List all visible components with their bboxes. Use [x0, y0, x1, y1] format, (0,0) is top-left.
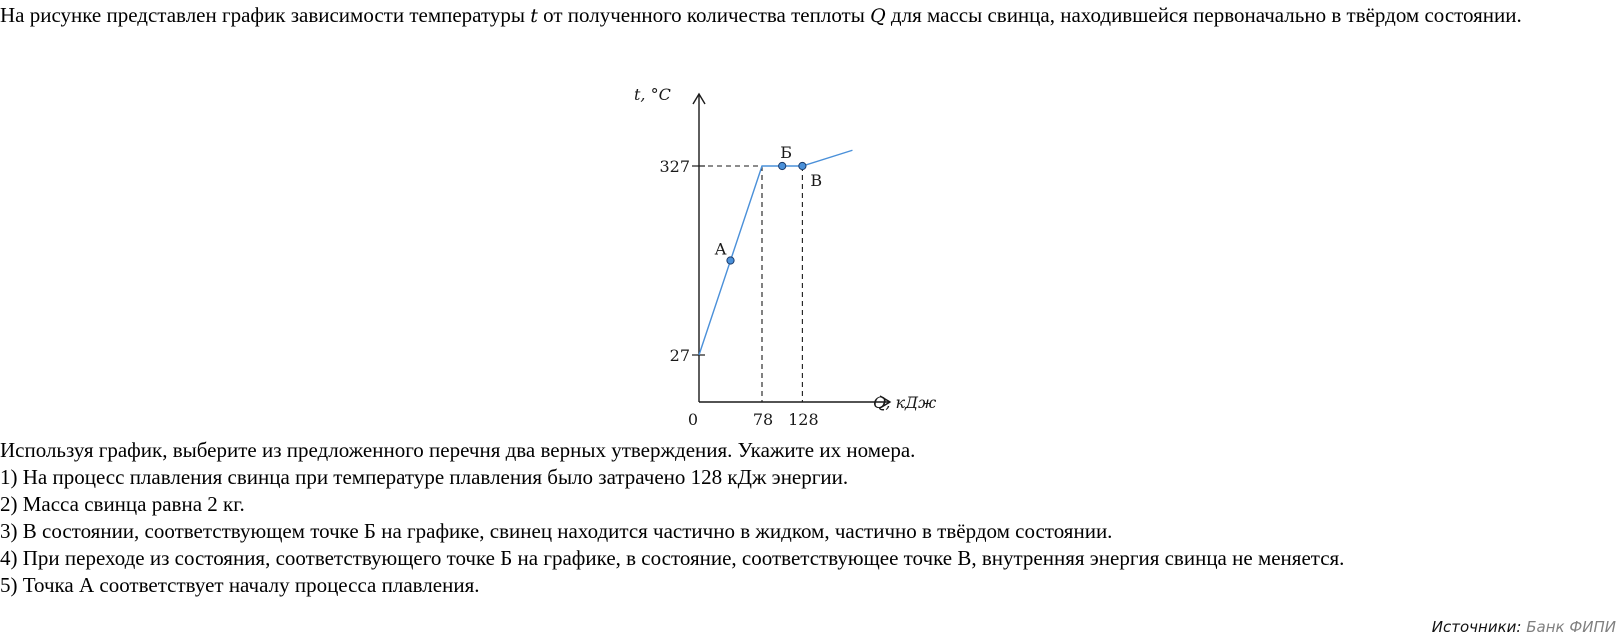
point-В [799, 162, 806, 169]
option-5: 5) Точка А соответствует началу процесса плавления. [0, 573, 480, 597]
x-tick-label-128: 128 [788, 410, 819, 429]
intro-text-2: от полученного количества теплоты [537, 3, 871, 27]
question-prompt: Используя график, выберите из предложенного перечня два верных утверждения. Укажите их номера. [0, 438, 916, 462]
source-label: Источники: [1431, 618, 1522, 636]
x-axis-label: Q, кДж [873, 393, 937, 412]
option-1: 1) На процесс плавления свинца при температуре плавления было затрачено 128 кДж энергии. [0, 465, 849, 489]
problem-statement [0, 2, 1580, 30]
x-tick-label-78: 78 [752, 410, 774, 429]
chart-svg [620, 80, 980, 430]
y-axis-label: t, °C [634, 85, 671, 104]
intro-text-1: На рисунке представлен график зависимости температуры [0, 3, 531, 27]
option-2: 2) Масса свинца равна 2 кг. [0, 492, 245, 516]
source-attribution [1432, 618, 1616, 636]
point-label-В: В [810, 171, 823, 190]
x-tick-label-0: 0 [687, 410, 699, 429]
variable-q: Q [870, 5, 886, 27]
y-tick-label-27: 27 [669, 346, 690, 365]
intro-text-3: для массы свинца, находившейся первоначально в твёрдом состоянии. [885, 3, 1522, 27]
y-tick-label-327: 327 [659, 157, 690, 176]
point-label-Б: Б [780, 143, 792, 162]
option-4: 4) При переходе из состояния, соответствующего точке Б на графике, в состояние, соответствующее точке В, внутренняя энергия свинца не меняется. [0, 546, 1345, 570]
point-label-А: А [714, 239, 727, 259]
source-link[interactable]: Банк ФИПИ [1526, 618, 1616, 636]
point-Б [779, 162, 786, 169]
variable-t: t [530, 5, 538, 27]
question-block [0, 437, 1600, 599]
option-3: 3) В состоянии, соответствующем точке Б на графике, свинец находится частично в жидком, частично в твёрдом состоянии. [0, 519, 1113, 543]
temperature-heat-chart [620, 80, 980, 430]
point-А [727, 257, 734, 264]
